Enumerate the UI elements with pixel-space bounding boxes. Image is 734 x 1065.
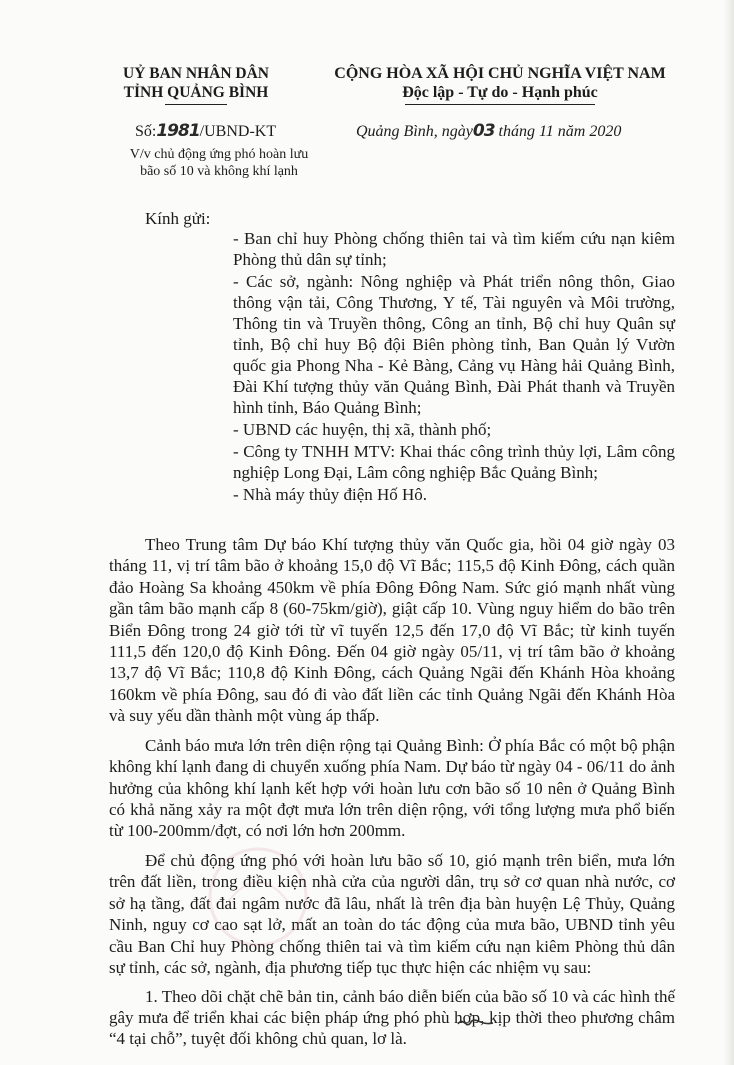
country-name: CỘNG HÒA XÃ HỘI CHỦ NGHĨA VIỆT NAM <box>334 65 666 82</box>
doc-number-handwritten: 1981 <box>156 121 200 141</box>
subject-line <box>109 146 329 180</box>
date-day-handwritten: 03 <box>472 121 495 141</box>
subject-line2: bão số 10 và không khí lạnh <box>140 164 298 179</box>
country-header <box>330 64 670 105</box>
recipient-item: - Ban chỉ huy Phòng chống thiên tai và tìm kiếm cứu nạn kiêm Phòng thủ dân sự tỉnh; <box>233 229 675 269</box>
document-body <box>109 534 675 1058</box>
recipient-item: - UBND các huyện, thị xã, thành phố; <box>233 420 492 439</box>
body-paragraph: Theo Trung tâm Dự báo Khí tượng thủy văn Quốc gia, hồi 04 giờ ngày 03 tháng 11, vị trí tâm bão ở khoảng 15,0 độ Vĩ Bắc; 115,5 độ Kinh Đông, cách quần đảo Hoàng Sa khoảng 450km về phía Đông Đông Nam. Sức gió mạnh nhất vùng gần tâm bão mạnh cấp 8 (60-75km/giờ), giật cấp 10. Vùng nguy hiểm do bão trên Biển Đông trong 24 giờ tới từ vĩ tuyến 12,5 đến 17,0 độ Vĩ Bắc; từ kinh tuyến 111,5 đến 120,0 độ Kinh Đông. Đến 04 giờ ngày 05/11, vị trí tâm bão ở khoảng 13,7 độ Vĩ Bắc; 110,8 độ Kinh Đông, cách Quảng Ngãi đến Khánh Hòa khoảng 160km về phía Đông, sau đó đi vào đất liền các tỉnh Quảng Ngãi đến Khánh Hòa và suy yếu dần thành một vùng áp thấp. <box>109 535 675 726</box>
document-date <box>356 121 621 141</box>
faint-stamp-mark <box>198 842 318 952</box>
recipients-list <box>233 228 675 506</box>
doc-number-prefix: Số: <box>135 123 157 140</box>
motto-underline <box>405 104 595 105</box>
recipient-item: - Nhà máy thủy điện Hố Hô. <box>233 485 428 504</box>
initial-signature-mark <box>455 1012 495 1032</box>
doc-number-suffix: /UBND-KT <box>199 123 277 140</box>
body-paragraph: Để chủ động ứng phó với hoàn lưu bão số 10, gió mạnh trên biển, mưa lớn trên đất liền, trong điều kiện nhà cửa của người dân, trụ sở cơ quan nhà nước, cơ sở hạ tầng, đất đai ngâm nước đã lâu, nhất là trên địa bàn huyện Lệ Thủy, Quảng Ninh, nguy cơ cao sạt lở, mất an toàn do tác động của mưa bão, UBND tỉnh yêu cầu Ban Chỉ huy Phòng chống thiên tai và tìm kiếm cứu nạn kiêm Phòng thủ dân sự tỉnh, các sở, ngành, địa phương tiếp tục thực hiện các nhiệm vụ sau: <box>109 851 675 978</box>
agency-underline <box>165 104 227 105</box>
date-suffix: tháng 11 năm 2020 <box>494 123 622 140</box>
recipient-item: - Các sở, ngành: Nông nghiệp và Phát triển nông thôn, Giao thông vận tải, Công Thương, Y tế, Tài nguyên và Môi trường, Thông tin và Truyền thông, Công an tỉnh, Bộ chỉ huy Quân sự tỉnh, Bộ chỉ huy Bộ đội Biên phòng tỉnh, Ban Quản lý Vườn quốc gia Phong Nha - Kẻ Bàng, Cảng vụ Hàng hải Quảng Bình, Đài Khí tượng thủy văn Quảng Bình, Đài Phát thanh và Truyền hình tỉnh, Báo Quảng Bình; <box>233 272 675 417</box>
agency-name-line1: UỶ BAN NHÂN DÂN <box>123 65 269 82</box>
recipient-item: - Công ty TNHH MTV: Khai thác công trình thủy lợi, Lâm công nghiệp Long Đại, Lâm công nghiệp Bắc Quảng Bình; <box>233 442 675 482</box>
recipients-label: Kính gửi: <box>145 209 211 228</box>
document-number <box>135 121 276 141</box>
body-paragraph: Cảnh báo mưa lớn trên diện rộng tại Quảng Bình: Ở phía Bắc có một bộ phận không khí lạnh đang di chuyển xuống phía Nam. Dự báo từ ngày 04 - 06/11 do ảnh hưởng của không khí lạnh kết hợp với hoàn lưu cơn bão số 10 nên ở Quảng Bình có khả năng xảy ra một đợt mưa lớn trên diện rộng, với tổng lượng mưa phổ biến từ 100-200mm/đợt, có nơi lớn hơn 200mm. <box>109 735 675 841</box>
body-paragraph: 1. Theo dõi chặt chẽ bản tin, cảnh báo diễn biến của bão số 10 và các hình thế gây mưa để triển khai các biện pháp ứng phó phù hợp, kịp thời theo phương châm “4 tại chỗ”, tuyệt đối không chủ quan, lơ là. <box>109 986 675 1049</box>
page-edge-shadow <box>724 0 734 1065</box>
date-prefix: Quảng Bình, ngày <box>356 123 473 140</box>
agency-header <box>96 64 296 105</box>
agency-name-line2: TỈNH QUẢNG BÌNH <box>123 84 269 101</box>
subject-line1: V/v chủ động ứng phó hoàn lưu <box>129 147 309 162</box>
motto: Độc lập - Tự do - Hạnh phúc <box>402 84 598 101</box>
